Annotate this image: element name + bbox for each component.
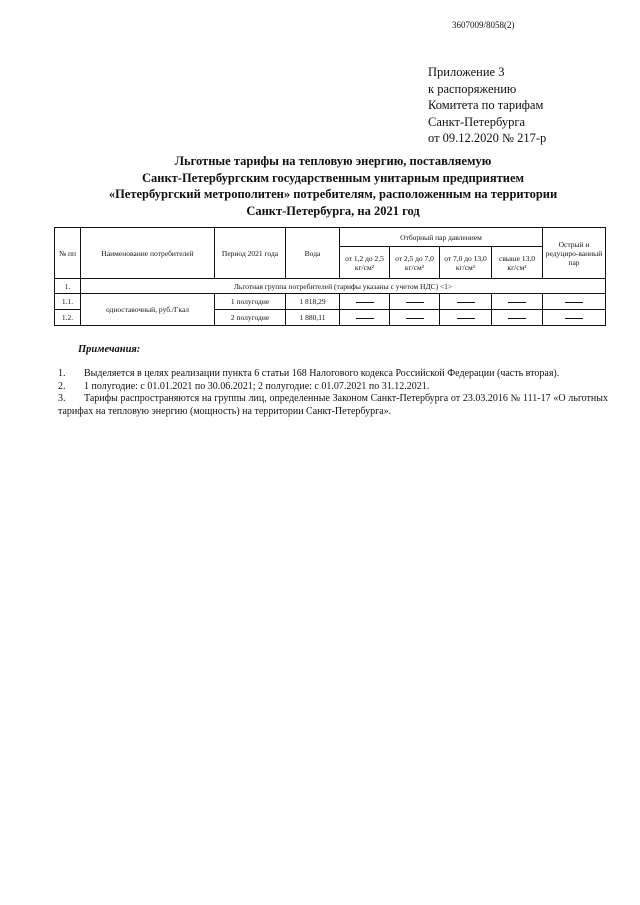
title-line: Льготные тарифы на тепловую энергию, поставляемую: [174, 154, 492, 168]
header-steam-4: свыше 13,0 кг/см²: [492, 247, 543, 279]
row-period: 2 полугодие: [215, 310, 286, 326]
title-line: Санкт-Петербурга, на 2021 год: [246, 203, 420, 218]
dash-cell: [390, 294, 440, 310]
appendix-block: [428, 64, 546, 147]
appendix-line: Комитета по тарифам: [428, 98, 544, 112]
dash-mark: [356, 318, 374, 319]
header-steam-2: от 2,5 до 7,0 кг/см²: [390, 247, 440, 279]
note-item: [58, 368, 608, 381]
document-title: [60, 153, 606, 219]
note-text: 1 полугодие: с 01.01.2021 по 30.06.2021; 2 полугодие: с 01.07.2021 по 31.12.2021.: [84, 380, 430, 392]
dash-cell: [492, 294, 543, 310]
tariff-table: [54, 227, 606, 326]
dash-mark: [406, 318, 424, 319]
row-water: 1 880,11: [286, 310, 340, 326]
dash-mark: [356, 302, 374, 303]
header-water: Вода: [286, 228, 340, 279]
row-num: 1.1.: [55, 294, 81, 310]
header-steam-3: от 7,0 до 13,0 кг/см²: [440, 247, 492, 279]
group-row-num: 1.: [55, 279, 81, 294]
appendix-line: от 09.12.2020 № 217-р: [428, 131, 547, 145]
title-line: «Петербургский метрополитен» потребителям, расположенным на территории: [108, 187, 558, 201]
dash-cell: [440, 294, 492, 310]
dash-cell: [543, 294, 606, 310]
row-period: 1 полугодие: [215, 294, 286, 310]
dash-mark: [508, 318, 526, 319]
dash-mark: [457, 318, 475, 319]
appendix-line: Санкт-Петербурга: [428, 114, 526, 129]
note-number: 2.: [58, 380, 66, 392]
dash-mark: [565, 302, 583, 303]
dash-cell: [340, 310, 390, 326]
dash-cell: [390, 310, 440, 326]
dash-cell: [340, 294, 390, 310]
header-sharp-steam: Острый и редуциро-ванный пар: [543, 228, 606, 279]
consumer-label: одноставочный, руб./Гкал: [81, 294, 215, 326]
dash-cell: [492, 310, 543, 326]
dash-mark: [406, 302, 424, 303]
note-number: 1.: [58, 368, 66, 379]
table-row: [55, 294, 606, 310]
dash-cell: [440, 310, 492, 326]
dash-cell: [543, 310, 606, 326]
note-item: [58, 393, 608, 418]
notes-list: [58, 368, 608, 418]
appendix-line: к распоряжению: [428, 81, 517, 96]
row-num: 1.2.: [55, 310, 81, 326]
header-period: Период 2021 года: [215, 228, 286, 279]
title-line: Санкт-Петербургским государственным унитарным предприятием: [141, 170, 525, 185]
note-item: [58, 381, 608, 394]
note-text: Тарифы распространяются на группы лиц, определенные Законом Санкт-Петербурга от 23.03.2016 № 111-17 «О льготных тарифах на тепловую энергию (мощность) на территории Санкт-Петербурга».: [58, 393, 608, 417]
dash-mark: [457, 302, 475, 303]
notes-title: Примечания:: [78, 344, 141, 355]
header-steam-1: от 1,2 до 2,5 кг/см²: [340, 247, 390, 279]
document-number: 3607009/8058(2): [452, 20, 515, 30]
dash-mark: [565, 318, 583, 319]
note-text: Выделяется в целях реализации пункта 6 статьи 168 Налогового кодекса Российской Федерации (часть вторая).: [84, 368, 560, 379]
dash-mark: [508, 302, 526, 303]
header-num: № пп: [55, 228, 81, 279]
header-consumer: Наименование потребителей: [81, 228, 215, 279]
group-row-label: Льготная группа потребителей (тарифы указаны с учетом НДС) <1>: [81, 279, 606, 294]
appendix-line: Приложение 3: [428, 65, 505, 79]
header-steam-group: Отборный пар давлением: [340, 228, 543, 247]
row-water: 1 818,29: [286, 294, 340, 310]
note-number: 3.: [58, 393, 66, 404]
